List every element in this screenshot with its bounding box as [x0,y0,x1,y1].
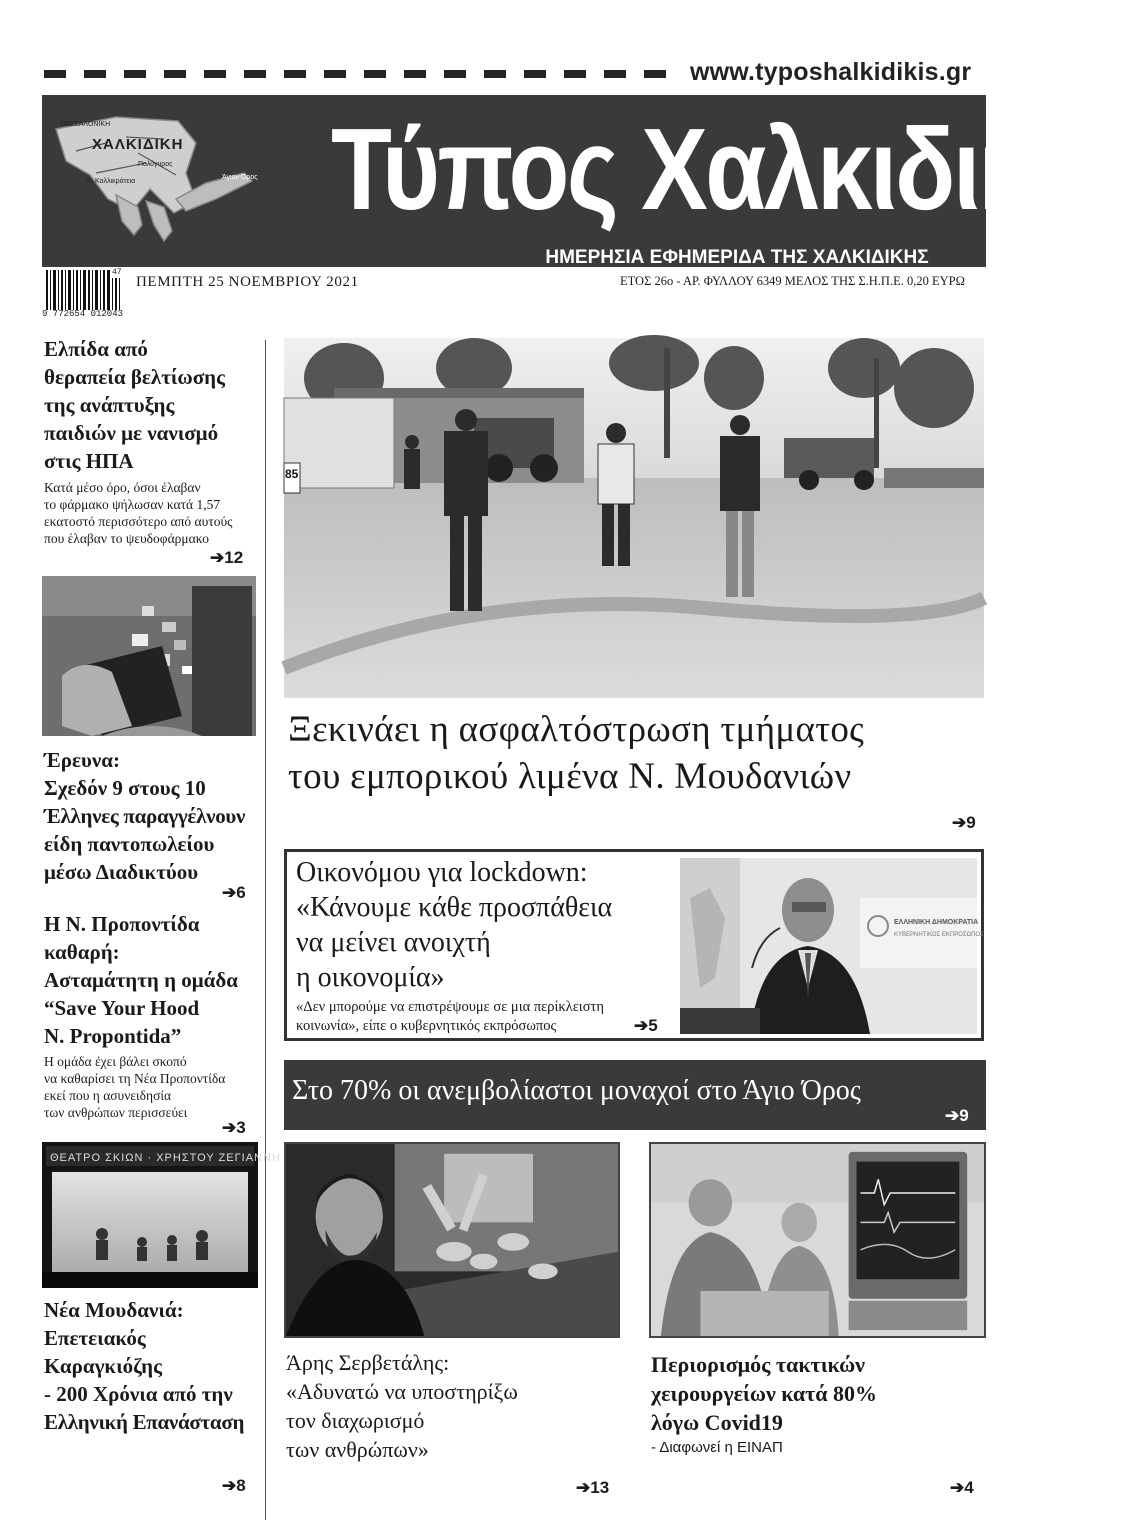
servetalis-photo [284,1142,620,1338]
story-summary: Κατά μέσο όρο, όσοι έλαβαν το φάρμακο ψήλωσαν κατά 1,57 εκατοστό περισσότερο από αυτούς που έλαβαν το ψευδοφάρμακο [44,480,233,546]
shadow-theatre-photo [42,1142,281,1288]
smartphone-photo [42,576,256,736]
page-ref[interactable]: ➔4 [950,1478,974,1497]
left-story-1[interactable] [44,335,262,547]
site-url[interactable]: www.typoshalkidikis.gr [690,58,972,86]
masthead [42,95,1139,268]
map-label: ΧΑΛΚΙΔΙΚΗ [92,136,184,153]
map-label: ΘΕΣΣΑΛΟΝΙΚΗ [60,121,111,128]
photo-sign-text: ΚΥΒΕΡΝΗΤΙΚΟΣ ΕΚΠΡΟΣΩΠΟΣ [894,932,984,938]
map-label: Ν. Καλλικράτεια [86,178,136,185]
spokesman-photo [680,858,984,1034]
page-ref[interactable]: ➔5 [634,1016,658,1035]
top-dash-rule [44,70,674,78]
story-headline: Η Ν. Προποντίδα καθαρή: Ασταμάτητη η ομάδα “Save Your Hood N. Propontida” [44,912,238,1048]
servetalis-headline[interactable]: Άρης Σερβετάλης: «Αδυνατώ να υποστηρίξω τον διαχωρισμό των ανθρώπων» [286,1350,518,1462]
chalkidiki-map-image [46,103,282,253]
barcode-image [44,270,122,314]
page-ref[interactable]: ➔13 [576,1478,610,1497]
story-headline: Έρευνα: Σχεδόν 9 στους 10 Έλληνες παραγγέλνουν είδη παντοπωλείου μέσω Διαδικτύου [44,748,246,884]
photo-sign-text: ΕΛΛΗΝΙΚΗ ΔΗΜΟΚΡΑΤΙΑ [894,919,979,926]
story-headline: Ελπίδα από θεραπεία βελτίωσης της ανάπτυξης παιδιών με νανισμό στις ΗΠΑ [44,337,225,473]
left-story-4[interactable] [44,1296,268,1436]
story-headline: Νέα Μουδανιά: Επετειακός Καραγκιόζης - 200 Χρόνια από την Ελληνική Επανάσταση [44,1298,245,1434]
surgeries-headline: Περιορισμός τακτικών χειρουργείων κατά 80% λόγω Covid19 [651,1352,878,1435]
page-ref[interactable]: ➔9 [945,1106,969,1125]
main-headline[interactable]: Ξεκινάει η ασφαλτόστρωση τμήματος του εμπορικού λιμένα Ν. Μουδανιών [288,709,865,797]
page-ref[interactable]: ➔6 [222,883,246,902]
surgery-photo [649,1142,986,1338]
photo-sign-text: 85 [285,467,299,481]
page-ref[interactable]: ➔9 [952,813,976,832]
surgeries-story[interactable] [651,1350,981,1456]
barcode-number: 9 772654 012043 [42,309,124,319]
main-photo-port-works [284,338,984,698]
issue-date: ΠΕΜΠΤΗ 25 ΝΟΕΜΒΡΙΟΥ 2021 [136,274,359,290]
economy-summary: «Δεν μπορούμε να επιστρέψουμε σε μια περίκλειστη κοινωνία», είπε ο κυβερνητικός εκπρόσωπος [296,999,604,1034]
page-ref[interactable]: ➔8 [222,1476,246,1495]
map-label: Πολύγυρος [138,161,173,168]
issue-info: ΕΤΟΣ 26ο - ΑΡ. ΦΥΛΛΟΥ 6349 ΜΕΛΟΣ ΤΗΣ Σ.Η.Π.Ε. 0,20 ΕΥΡΩ [620,274,965,288]
page-ref[interactable]: ➔3 [222,1118,246,1137]
left-story-3[interactable] [44,910,264,1121]
economy-headline: Οικονόμου για lockdown: «Κάνουμε κάθε προσπάθεια να μείνει ανοιχτή η οικονομία» [296,857,613,993]
newspaper-subtitle: ΗΜΕΡΗΣΙΑ ΕΦΗΜΕΡΙΔΑ ΤΗΣ ΧΑΛΚΙΔΙΚΗΣ [545,247,929,268]
left-story-2[interactable] [44,746,268,886]
story-summary: Η ομάδα έχει βάλει σκοπό να καθαρίσει τη Νέα Προποντίδα εκεί που η ασυνειδησία των ανθρώπων περισσεύει [44,1054,226,1120]
newspaper-title[interactable]: Τύπος Χαλκιδικής [331,104,1139,234]
photo-sign-text: ΘΕΑΤΡΟ ΣΚΙΩΝ · ΧΡΗΣΤΟΥ ΖΕΓΙΑΝΝΗ [50,1152,281,1164]
map-label: Άγιον Όρος [222,174,258,181]
barcode-suffix: 47 [112,268,122,277]
banner-headline: Στο 70% οι ανεμβολίαστοι μοναχοί στο Άγιο Όρος [292,1075,861,1106]
surgeries-summary: - Διαφωνεί η ΕΙΝΑΠ [651,1439,783,1456]
page-ref[interactable]: ➔12 [210,548,244,567]
